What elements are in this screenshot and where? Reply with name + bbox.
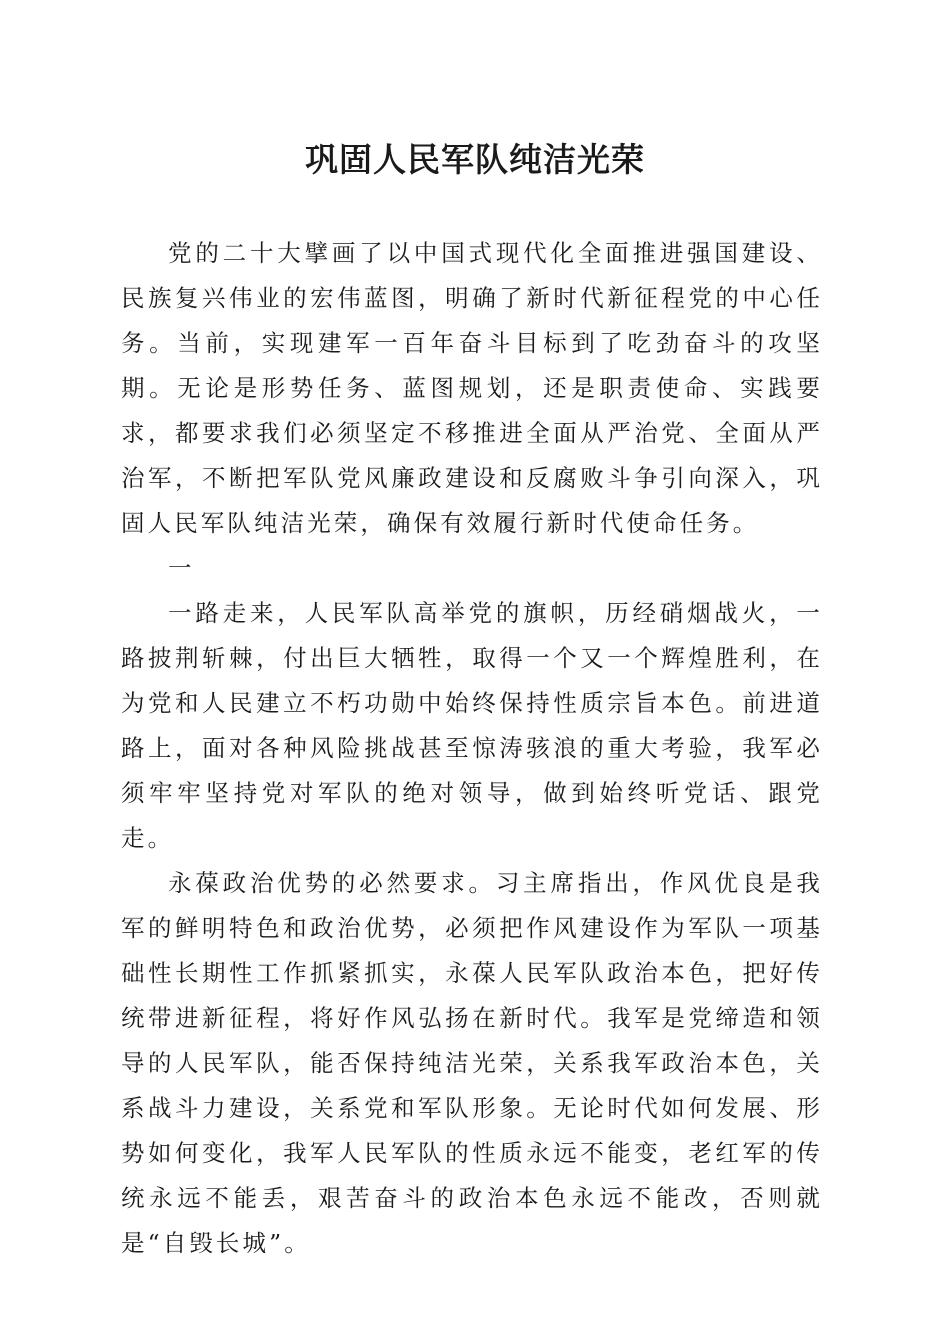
paragraph-political-advantage: 永葆政治优势的必然要求。习主席指出，作风优良是我军的鲜明特色和政治优势，必须把作风建设作为军队一项基础性长期性工作抓紧抓实，永葆人民军队政治本色，把好传统带进新征程，将好作风弘扬在新时代。我军是党缔造和领导的人民军队，能否保持纯洁光荣，关系我军政治本色，关系战斗力建设，关系党和军队形象。无论时代如何发展、形势如何变化，我军人民军队的性质永远不能变，老红军的传统永远不能丢，艰苦奋斗的政治本色永远不能改，否则就是“自毁长城”。	[121, 869, 823, 1257]
section-number: 一	[168, 554, 195, 582]
document-title: 巩固人民军队纯洁光荣	[305, 140, 645, 179]
paragraph-intro: 党的二十大擘画了以中国式现代化全面推进强国建设、民族复兴伟业的宏伟蓝图，明确了新时代新征程党的中心任务。当前，实现建军一百年奋斗目标到了吃劲奋斗的攻坚期。无论是形势任务、蓝图规划，还是职责使命、实践要求，都要求我们必须坚定不移推进全面从严治党、全面从严治军，不断把军队党风廉政建设和反腐败斗争引向深入，巩固人民军队纯洁光荣，确保有效履行新时代使命任务。	[121, 239, 823, 537]
document-body	[121, 231, 823, 1266]
paragraph-history: 一路走来，人民军队高举党的旗帜，历经硝烟战火，一路披荆斩棘，付出巨大牺牲，取得一个又一个辉煌胜利，在为党和人民建立不朽功勋中始终保持性质宗旨本色。前进道路上，面对各种风险挑战甚至惊涛骇浪的重大考验，我军必须牢牢坚持党对军队的绝对领导，做到始终听党话、跟党走。	[121, 599, 823, 852]
